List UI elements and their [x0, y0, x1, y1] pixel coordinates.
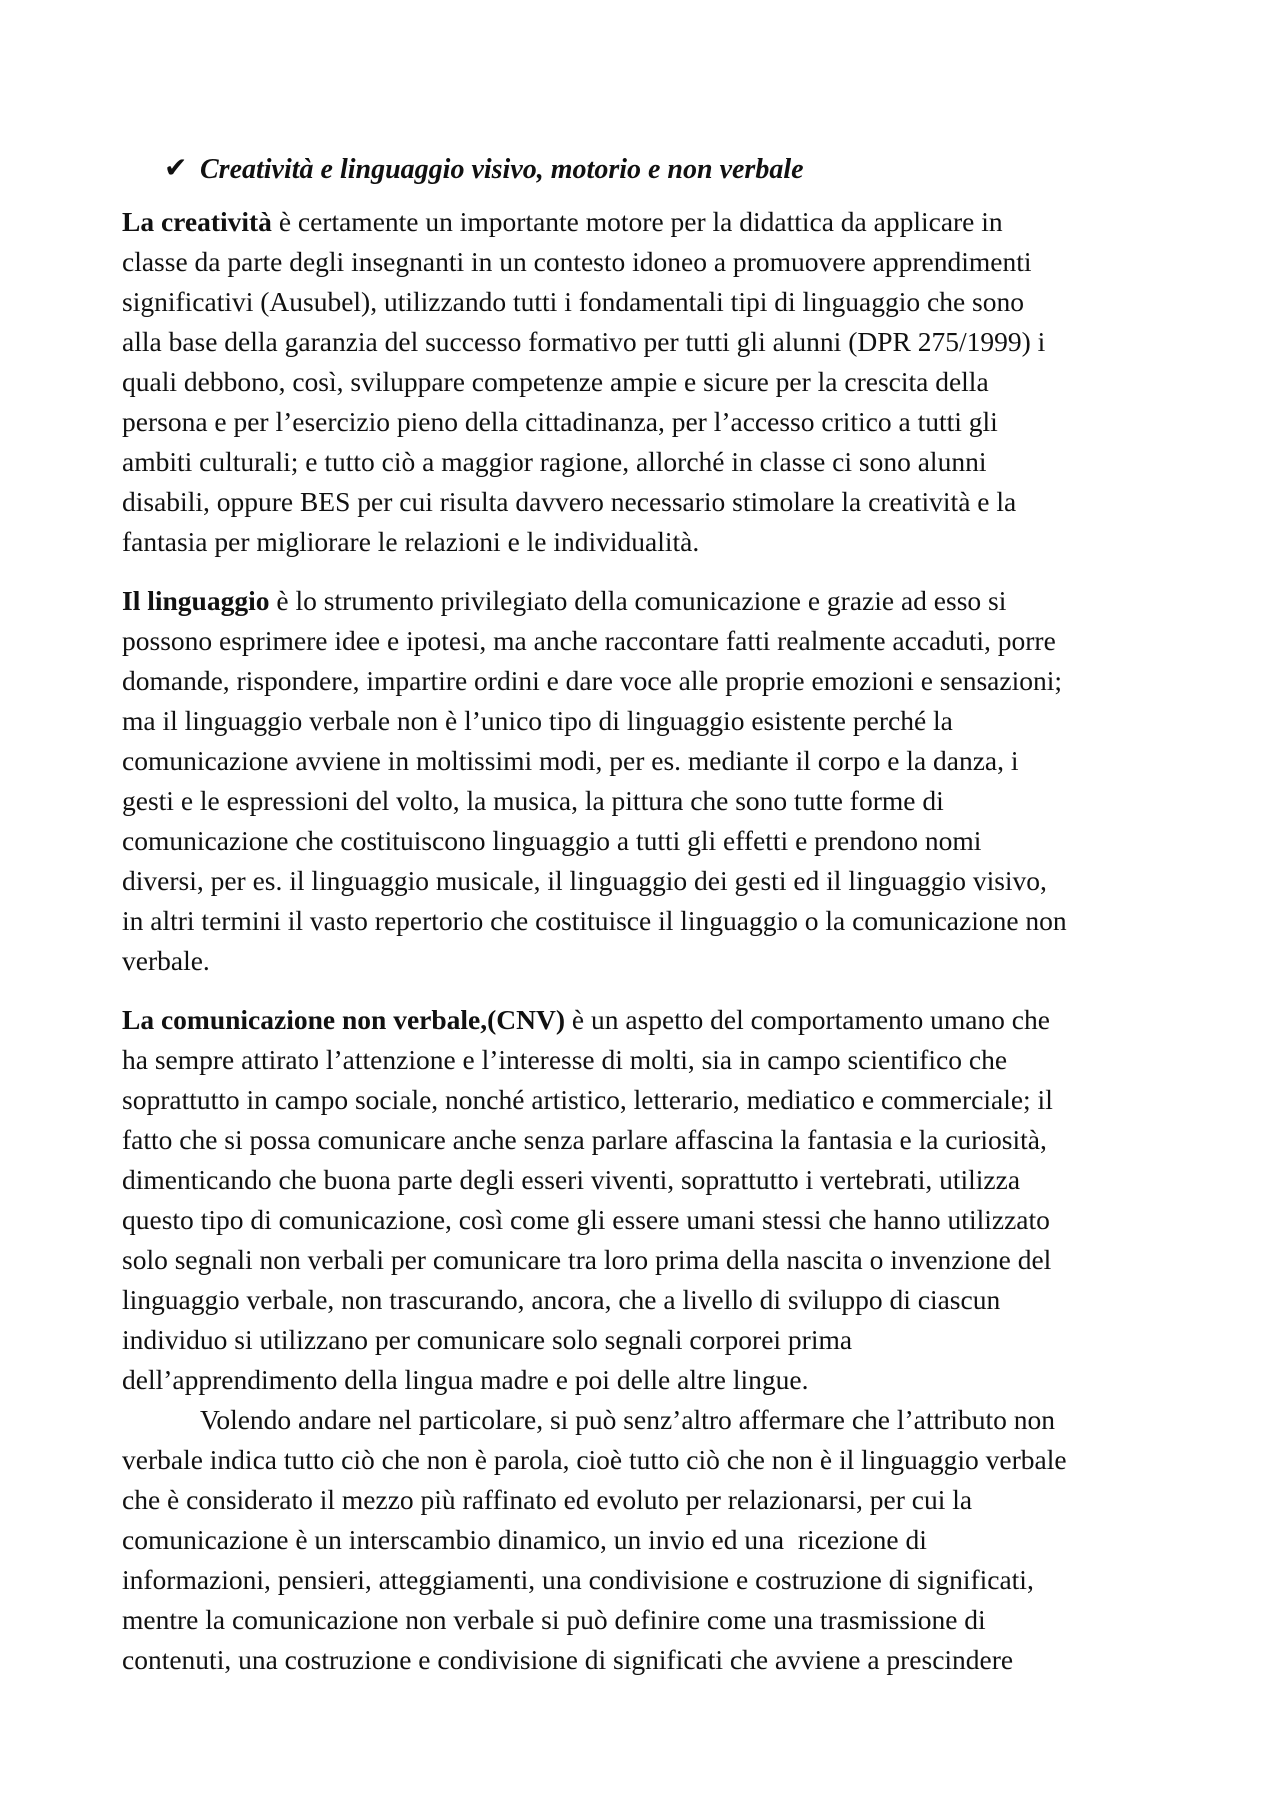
paragraph-volendo — [122, 1400, 1170, 1680]
paragraph-line: diversi, per es. il linguaggio musicale, il linguaggio dei gesti ed il linguaggio visivo, — [122, 865, 1047, 896]
section-heading-text: Creatività e linguaggio visivo, motorio e non verbale — [200, 154, 804, 185]
paragraph-line: dimenticando che buona parte degli esseri viventi, soprattutto i vertebrati, utilizza — [122, 1164, 1021, 1195]
section-heading — [122, 150, 1170, 190]
paragraph-line: verbale. — [122, 945, 210, 976]
paragraph-line: individuo si utilizzano per comunicare solo segnali corporei prima — [122, 1324, 853, 1355]
paragraph-line — [122, 581, 1170, 621]
paragraph-lead: Il linguaggio — [122, 585, 270, 616]
paragraph-line: persona e per l’esercizio pieno della cittadinanza, per l’accesso critico a tutti gli — [122, 406, 998, 437]
paragraph-line: in altri termini il vasto repertorio che costituisce il linguaggio o la comunicazione non — [122, 905, 1067, 936]
paragraph-creativita — [122, 202, 1170, 562]
paragraph-line: questo tipo di comunicazione, così come gli essere umani stessi che hanno utilizzato — [122, 1204, 1050, 1235]
paragraph-line: comunicazione avviene in moltissimi modi, per es. mediante il corpo e la danza, i — [122, 745, 1019, 776]
paragraph-line: domande, rispondere, impartire ordini e dare voce alle proprie emozioni e sensazioni; — [122, 665, 1062, 696]
paragraph-line: ma il linguaggio verbale non è l’unico tipo di linguaggio esistente perché la — [122, 705, 953, 736]
paragraph-line: comunicazione è un interscambio dinamico, un invio ed una ricezione di — [122, 1524, 927, 1555]
line-text: è lo strumento privilegiato della comunicazione e grazie ad esso si — [269, 585, 1007, 616]
paragraph-line — [122, 202, 1170, 242]
paragraph-line: fantasia per migliorare le relazioni e le individualità. — [122, 526, 700, 557]
paragraph-line: gesti e le espressioni del volto, la musica, la pittura che sono tutte forme di — [122, 785, 944, 816]
paragraph-line-first: Volendo andare nel particolare, si può senz’altro affermare che l’attributo non — [200, 1404, 1055, 1435]
paragraph-line: mentre la comunicazione non verbale si può definire come una trasmissione di — [122, 1604, 986, 1635]
paragraph-line: solo segnali non verbali per comunicare tra loro prima della nascita o invenzione del — [122, 1244, 1052, 1275]
paragraph-line: verbale indica tutto ciò che non è parola, cioè tutto ciò che non è il linguaggio verbale — [122, 1444, 1067, 1475]
paragraph-line: informazioni, pensieri, atteggiamenti, una condivisione e costruzione di significati, — [122, 1564, 1034, 1595]
line-text: è un aspetto del comportamento umano che — [565, 1004, 1050, 1035]
paragraph-line: contenuti, una costruzione e condivisione di significati che avviene a prescindere — [122, 1644, 1014, 1675]
paragraph-line: quali debbono, così, sviluppare competenze ampie e sicure per la crescita della — [122, 366, 989, 397]
paragraph-line — [122, 1000, 1170, 1040]
paragraph-line: fatto che si possa comunicare anche senza parlare affascina la fantasia e la curiosità, — [122, 1124, 1047, 1155]
paragraph-lead: La creatività — [122, 206, 272, 237]
paragraph-line: significativi (Ausubel), utilizzando tutti i fondamentali tipi di linguaggio che sono — [122, 286, 1024, 317]
paragraph-line: comunicazione che costituiscono linguaggio a tutti gli effetti e prendono nomi — [122, 825, 982, 856]
paragraph-line: ambiti culturali; e tutto ciò a maggior ragione, allorché in classe ci sono alunni — [122, 446, 987, 477]
paragraph-cnv — [122, 1000, 1170, 1400]
paragraph-line: alla base della garanzia del successo formativo per tutti gli alunni (DPR 275/1999) i — [122, 326, 1046, 357]
document-body — [122, 150, 1170, 1680]
paragraph-line: ha sempre attirato l’attenzione e l’interesse di molti, sia in campo scientifico che — [122, 1044, 1008, 1075]
paragraph-line: disabili, oppure BES per cui risulta davvero necessario stimolare la creatività e la — [122, 486, 1017, 517]
paragraph-line: classe da parte degli insegnanti in un contesto idoneo a promuovere apprendimenti — [122, 246, 1032, 277]
paragraph-line: soprattutto in campo sociale, nonché artistico, letterario, mediatico e commerciale; il — [122, 1084, 1053, 1115]
line-text: è certamente un importante motore per la didattica da applicare in — [271, 206, 1003, 237]
paragraph-line: linguaggio verbale, non trascurando, ancora, che a livello di sviluppo di ciascun — [122, 1284, 1001, 1315]
paragraph-line: che è considerato il mezzo più raffinato ed evoluto per relazionarsi, per cui la — [122, 1484, 973, 1515]
checkmark-icon: ✔ — [164, 151, 188, 184]
paragraph-linguaggio — [122, 581, 1170, 981]
paragraph-line: dell’apprendimento della lingua madre e poi delle altre lingue. — [122, 1364, 809, 1395]
paragraph-line: possono esprimere idee e ipotesi, ma anche raccontare fatti realmente accaduti, porre — [122, 625, 1056, 656]
paragraph-lead: La comunicazione non verbale,(CNV) — [122, 1004, 566, 1035]
